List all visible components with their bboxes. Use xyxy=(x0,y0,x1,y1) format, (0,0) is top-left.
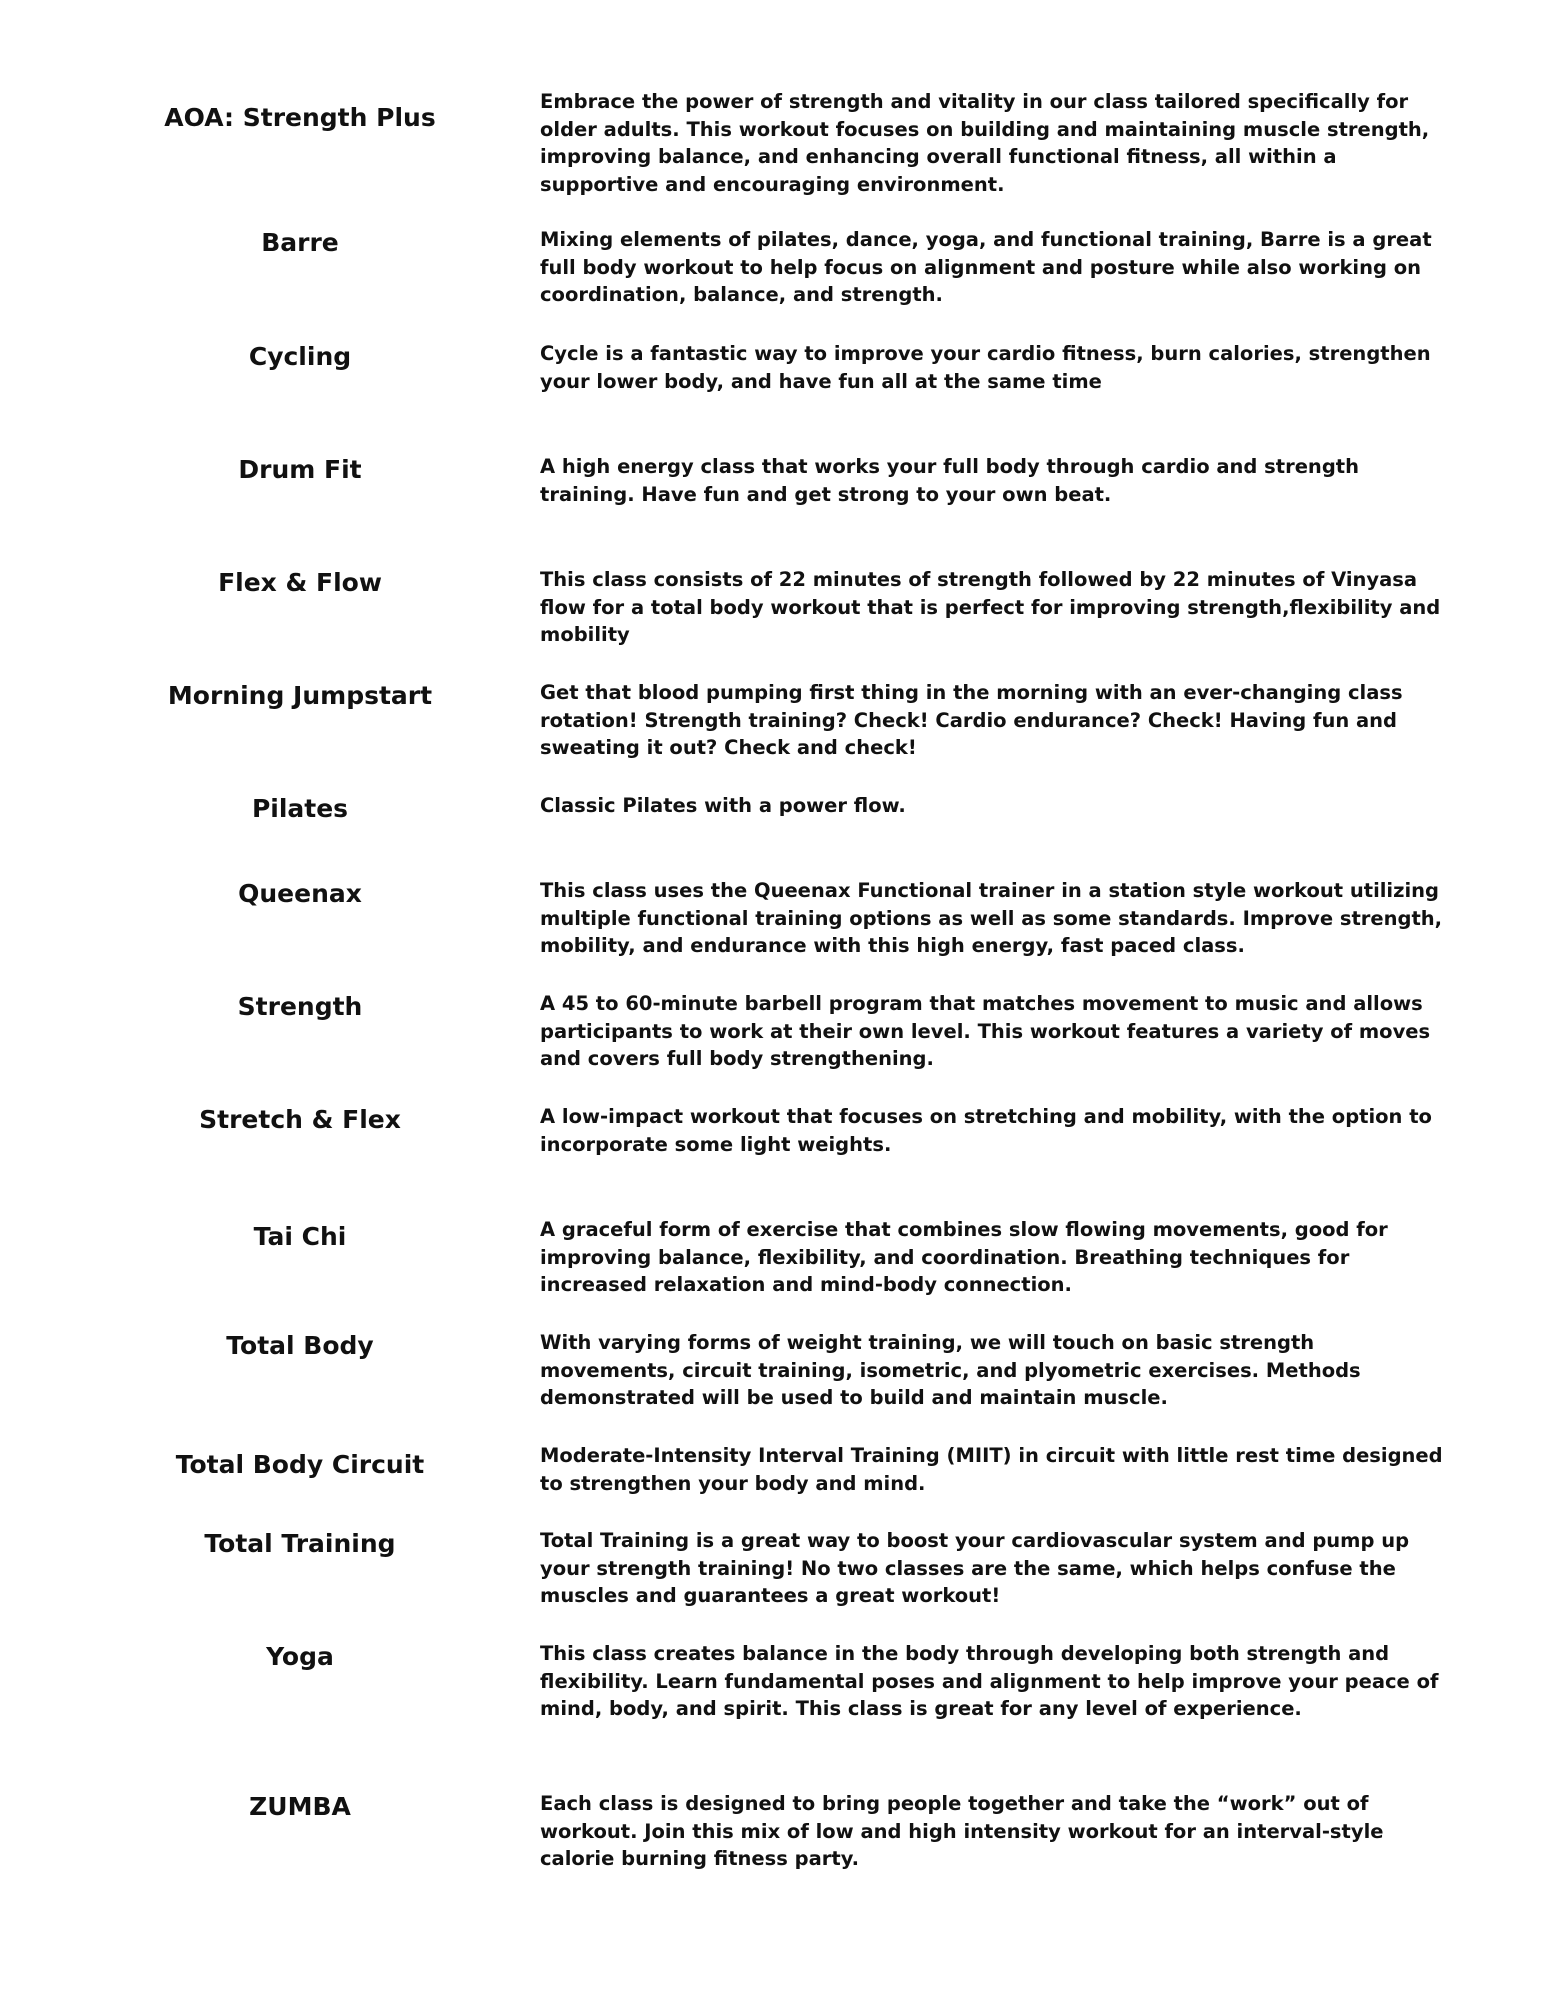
class-name: Stretch & Flex xyxy=(199,1105,401,1134)
class-description: Classic Pilates with a power flow. xyxy=(540,794,906,817)
class-name: Tai Chi xyxy=(253,1222,347,1251)
class-name: Total Body xyxy=(226,1331,374,1360)
class-name: Pilates xyxy=(251,794,349,823)
class-name: Total Training xyxy=(204,1529,396,1558)
class-name: Yoga xyxy=(266,1642,334,1671)
class-description: With varying forms of weight training, we will touch on basic strength movements, circuit training, isometric, and plyometric exercises. Methods demonstrated will be used to build and maintain muscle. xyxy=(540,1331,1361,1409)
class-description: Cycle is a fantastic way to improve your cardio fitness, burn calories, strengthen your lower body, and have fun all at the same time xyxy=(540,342,1431,393)
class-description: This class creates balance in the body through developing both strength and flexibility. Learn fundamental poses and alignment to help improve your peace of mind, body, and spirit. This class is great for any level of experience. xyxy=(540,1642,1439,1720)
class-description: A graceful form of exercise that combines slow flowing movements, good for improving balance, flexibility, and coordination. Breathing techniques for increased relaxation and mind-body connection. xyxy=(540,1218,1388,1296)
class-description: A 45 to 60-minute barbell program that matches movement to music and allows participants to work at their own level. This workout features a variety of moves and covers full body strengthening. xyxy=(540,992,1431,1070)
class-description: A low-impact workout that focuses on stretching and mobility, with the option to incorporate some light weights. xyxy=(540,1105,1432,1156)
class-description: Total Training is a great way to boost your cardiovascular system and pump up your strength training! No two classes are the same, which helps confuse the muscles and guarantees a great workout! xyxy=(540,1529,1410,1607)
class-description: This class uses the Queenax Functional trainer in a station style workout utilizing multiple functional training options as well as some standards. Improve strength, mobility, and endurance with this high energy, fast paced class. xyxy=(540,879,1443,957)
class-description: Get that blood pumping first thing in the morning with an ever-changing class rotation! Strength training? Check! Cardio endurance? Check! Having fun and sweating it out? Check and check! xyxy=(540,681,1403,759)
class-name: Total Body Circuit xyxy=(175,1450,425,1479)
class-name: AOA: Strength Plus xyxy=(164,103,436,132)
class-name: Flex & Flow xyxy=(218,568,382,597)
class-name: Morning Jumpstart xyxy=(167,681,433,710)
class-name: Cycling xyxy=(248,342,352,371)
class-description: Embrace the power of strength and vitality in our class tailored specifically for older adults. This workout focuses on building and maintaining muscle strength, improving balance, and enhancing overall functional fitness, all within a supportive and encouraging environment. xyxy=(540,90,1430,196)
class-description: A high energy class that works your full body through cardio and strength training. Have fun and get strong to your own beat. xyxy=(540,455,1359,506)
class-name: Drum Fit xyxy=(238,455,362,484)
class-description: Moderate-Intensity Interval Training (MIIT) in circuit with little rest time designed to strengthen your body and mind. xyxy=(540,1444,1443,1495)
class-description: Each class is designed to bring people together and take the “work” out of workout. Join this mix of low and high intensity workout for an interval-style calorie burning fitness party. xyxy=(540,1792,1384,1870)
class-name: Strength xyxy=(237,992,363,1021)
class-description: This class consists of 22 minutes of strength followed by 22 minutes of Vinyasa flow for a total body workout that is perfect for improving strength,flexibility and mobility xyxy=(540,568,1441,646)
class-description: Mixing elements of pilates, dance, yoga, and functional training, Barre is a great full body workout to help focus on alignment and posture while also working on coordination, balance, and strength. xyxy=(540,228,1432,306)
class-name: ZUMBA xyxy=(249,1792,351,1821)
class-name: Queenax xyxy=(238,879,362,908)
class-name: Barre xyxy=(261,228,339,257)
